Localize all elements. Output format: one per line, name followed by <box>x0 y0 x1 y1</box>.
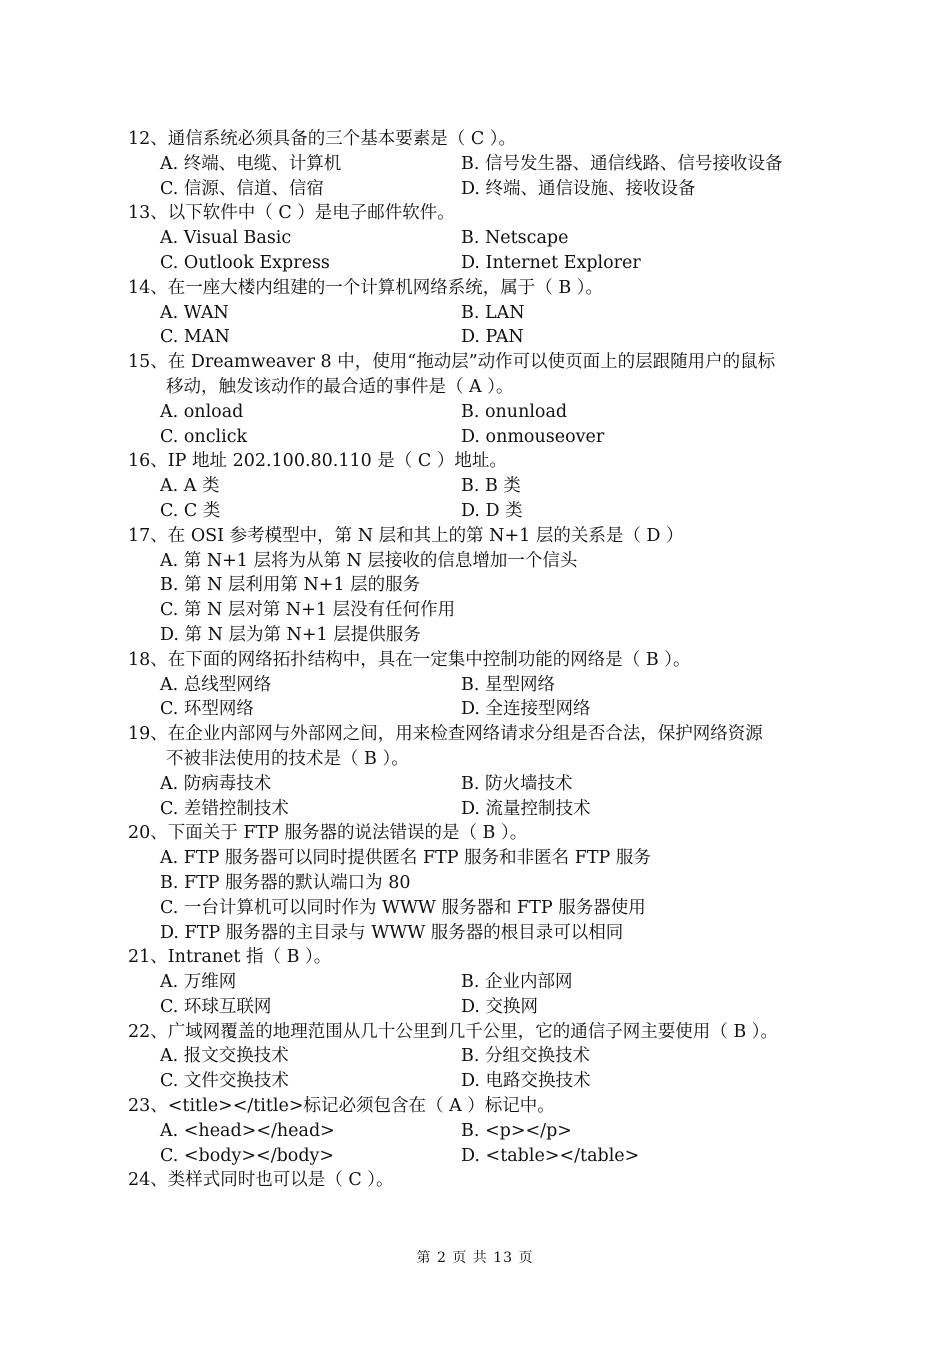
question-stem: 18、在下面的网络拓扑结构中，具在一定集中控制功能的网络是（ B ）。 <box>128 649 691 670</box>
question-block <box>128 945 828 1019</box>
answer-option: A. 报文交换技术 <box>160 1046 289 1067</box>
question-stem: 20、下面关于 FTP 服务器的说法错误的是（ B ）。 <box>128 823 528 844</box>
question-block <box>128 1020 828 1094</box>
question-stem: 23、<title></title>标记必须包含在（ A ）标记中。 <box>128 1096 555 1117</box>
answer-option: D. D 类 <box>461 500 523 521</box>
answer-option: D. 流量控制技术 <box>461 798 591 819</box>
answer-option: C. 文件交换技术 <box>160 1071 289 1092</box>
answer-option: D. onmouseover <box>461 426 605 447</box>
answer-option: C. 第 N 层对第 N+1 层没有任何作用 <box>160 600 456 621</box>
option-row <box>128 251 828 276</box>
question-stem: 19、在企业内部网与外部网之间，用来检查网络请求分组是否合法，保护网络资源 <box>128 724 763 745</box>
answer-option: A. 总线型网络 <box>160 674 272 695</box>
option-row <box>128 673 828 698</box>
answer-option: D. 交换网 <box>461 996 539 1017</box>
answer-option: A. onload <box>160 401 244 422</box>
answer-option: C. Outlook Express <box>160 252 330 273</box>
option-row <box>128 797 828 822</box>
question-block <box>128 276 828 350</box>
option-row <box>128 1144 828 1169</box>
answer-option: A. Visual Basic <box>160 228 292 249</box>
option-row <box>128 152 828 177</box>
answer-option: A. 防病毒技术 <box>160 773 272 794</box>
question-block <box>128 1168 828 1193</box>
answer-option: C. C 类 <box>160 500 221 521</box>
answer-option: A. A 类 <box>160 476 220 497</box>
option-row <box>128 400 828 425</box>
question-stem: 14、在一座大楼内组建的一个计算机网络系统，属于（ B ）。 <box>128 277 604 298</box>
question-stem: 17、在 OSI 参考模型中，第 N 层和其上的第 N+1 层的关系是（ D ） <box>128 525 684 546</box>
answer-option: C. 信源、信道、信宿 <box>160 178 324 199</box>
option-row <box>128 970 828 995</box>
answer-option: D. 电路交换技术 <box>461 1071 591 1092</box>
option-row <box>128 301 828 326</box>
option-row <box>128 425 828 450</box>
question-stem: 16、IP 地址 202.100.80.110 是（ C ）地址。 <box>128 451 507 472</box>
answer-option: B. 企业内部网 <box>461 972 573 993</box>
answer-option: A. WAN <box>160 302 229 323</box>
option-row <box>128 1119 828 1144</box>
answer-option: B. 防火墙技术 <box>461 773 573 794</box>
option-row <box>128 697 828 722</box>
question-stem: 22、广域网覆盖的地理范围从几十公里到几千公里，它的通信子网主要使用（ B ）。 <box>128 1021 779 1042</box>
question-block <box>128 350 828 449</box>
answer-option: C. MAN <box>160 327 230 348</box>
answer-option: D. 第 N 层为第 N+1 层提供服务 <box>160 624 421 645</box>
answer-option: C. 一台计算机可以同时作为 WWW 服务器和 FTP 服务器使用 <box>160 897 646 918</box>
answer-option: C. 差错控制技术 <box>160 798 289 819</box>
question-stem: 21、Intranet 指（ B ）。 <box>128 947 332 968</box>
question-block <box>128 449 828 523</box>
answer-option: B. <p></p> <box>461 1120 572 1141</box>
page-footer: 第 2 页 共 13 页 <box>416 1250 534 1266</box>
question-block <box>128 1094 828 1168</box>
answer-option: B. LAN <box>461 302 525 323</box>
answer-option: B. Netscape <box>461 228 569 249</box>
answer-option: D. Internet Explorer <box>461 252 641 273</box>
answer-option: A. 万维网 <box>160 972 237 993</box>
answer-option: B. 分组交换技术 <box>461 1046 590 1067</box>
answer-option: A. FTP 服务器可以同时提供匿名 FTP 服务和非匿名 FTP 服务 <box>160 848 651 869</box>
answer-option: C. 环球互联网 <box>160 996 272 1017</box>
option-row <box>128 474 828 499</box>
question-stem-continuation: 不被非法使用的技术是（ B ）。 <box>166 748 409 769</box>
question-stem: 24、类样式同时也可以是（ C ）。 <box>128 1170 394 1191</box>
option-row <box>128 177 828 202</box>
answer-option: C. <body></body> <box>160 1145 335 1166</box>
answer-option: C. onclick <box>160 426 248 447</box>
answer-option: D. FTP 服务器的主目录与 WWW 服务器的根目录可以相同 <box>160 922 624 943</box>
question-list <box>128 127 828 1193</box>
option-row <box>128 325 828 350</box>
answer-option: B. 信号发生器、通信线路、信号接收设备 <box>461 153 783 174</box>
answer-option: C. 环型网络 <box>160 699 254 720</box>
answer-option: A. 第 N+1 层将为从第 N 层接收的信息增加一个信头 <box>160 550 578 571</box>
option-row <box>128 772 828 797</box>
option-row <box>128 1044 828 1069</box>
question-block <box>128 127 828 201</box>
question-block <box>128 201 828 275</box>
answer-option: D. 全连接型网络 <box>461 699 591 720</box>
question-block <box>128 821 828 945</box>
answer-option: B. 星型网络 <box>461 674 555 695</box>
option-row <box>128 499 828 524</box>
answer-option: B. B 类 <box>461 476 521 497</box>
answer-option: D. PAN <box>461 327 524 348</box>
question-block <box>128 524 828 648</box>
answer-option: D. 终端、通信设施、接收设备 <box>461 178 696 199</box>
question-stem: 15、在 Dreamweaver 8 中，使用“拖动层”动作可以使页面上的层跟随用户的鼠标 <box>128 352 776 373</box>
question-stem-continuation: 移动，触发该动作的最合适的事件是（ A ）。 <box>166 376 514 397</box>
question-block <box>128 722 828 821</box>
question-stem: 13、以下软件中（ C ）是电子邮件软件。 <box>128 203 455 224</box>
answer-option: D. <table></table> <box>461 1145 640 1166</box>
question-stem: 12、通信系统必须具备的三个基本要素是（ C ）。 <box>128 129 517 149</box>
answer-option: B. onunload <box>461 401 568 422</box>
answer-option: B. 第 N 层利用第 N+1 层的服务 <box>160 575 421 596</box>
answer-option: A. <head></head> <box>160 1120 335 1141</box>
option-row <box>128 995 828 1020</box>
question-block <box>128 648 828 722</box>
option-row <box>128 1069 828 1094</box>
answer-option: A. 终端、电缆、计算机 <box>160 153 342 174</box>
answer-option: B. FTP 服务器的默认端口为 80 <box>160 872 411 893</box>
option-row <box>128 226 828 251</box>
